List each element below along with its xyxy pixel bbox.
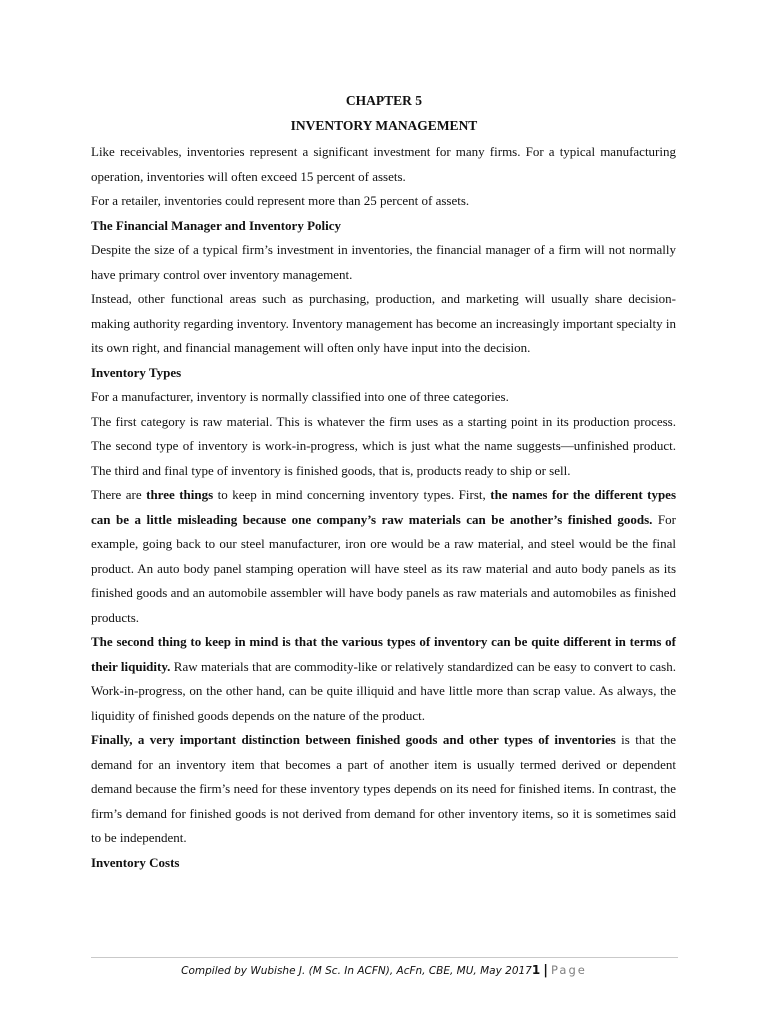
paragraph-raw-material: The first category is raw material. This is whatever the firm uses as a starting point in its production process. The second type of inventory is work-in-progress, which is just what the name suggests—unfinished product. The third and final type of inventory is finished goods, that is, products ready to ship or sell.: [91, 413, 676, 478]
footer-separator: |: [543, 963, 548, 978]
chapter-number: CHAPTER 5: [345, 93, 423, 108]
paragraph-control: Despite the size of a typical firm’s investment in inventories, the financial manager of a firm will not normally have primary control over inventory management.: [91, 242, 676, 282]
page-footer: [0, 962, 768, 979]
paragraph-retailer: For a retailer, inventories could represent more than 25 percent of assets.: [91, 193, 470, 208]
section-heading-costs: Inventory Costs: [91, 854, 180, 870]
paragraph-functional-areas: Instead, other functional areas such as purchasing, production, and marketing will usually share decision-making authority regarding inventory. Inventory management has become an increasingly important specialty in its own right, and financial management will often only have input into the decision.: [91, 291, 676, 355]
section-heading-policy: The Financial Manager and Inventory Policy: [91, 217, 342, 233]
section-heading-types: Inventory Types: [91, 364, 182, 380]
paragraph-demand: Finally, a very important distinction between finished goods and other types of inventories is that the demand for an inventory item that becomes a part of another item is usually termed derived or dependent demand because the firm’s need for these inventory types depends on its need for finished items. In contrast, the firm’s demand for finished goods is not derived from demand for other inventory items, so it is sometimes said to be independent.: [91, 732, 676, 845]
footer-divider: [91, 957, 678, 958]
paragraph-liquidity: The second thing to keep in mind is that the various types of inventory can be quite different in terms of their liquidity. Raw materials that are commodity-like or relatively standardized can be easy to convert to cash. Work-in-progress, on the other hand, can be quite illiquid and have little more than scrap value. As always, the liquidity of finished goods depends on the nature of the product.: [91, 634, 676, 723]
footer-page-word: Page: [550, 963, 587, 977]
chapter-title: INVENTORY MANAGEMENT: [290, 118, 478, 133]
paragraph-three-things: There are three things to keep in mind concerning inventory types. First, the names for the different types can be a little misleading because one company’s raw materials can be another’s finished goods. For example, going back to our steel manufacturer, iron ore would be a raw material, and steel would be the final product. An auto body panel stamping operation will have steel as its raw material and auto body panels as its finished goods and an automobile assembler will have body panels as raw materials and automobiles as finished products.: [91, 487, 676, 625]
paragraph-intro: Like receivables, inventories represent a significant investment for many firms. For a typical manufacturing operation, inventories will often exceed 15 percent of assets.: [91, 144, 676, 184]
footer-compiled-by: Compiled by Wubishe J. (M Sc. In ACFN), AcFn, CBE, MU, May 2017: [181, 965, 532, 977]
footer-page-number: 1: [531, 963, 541, 977]
paragraph-categories: For a manufacturer, inventory is normally classified into one of three categories.: [91, 389, 509, 404]
body-text: [91, 140, 676, 875]
